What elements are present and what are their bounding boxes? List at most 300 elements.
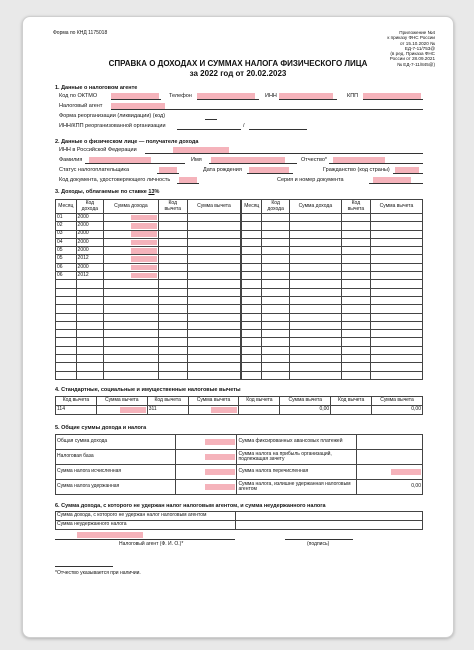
income-cell (104, 255, 159, 263)
income-header-4: Код вычета (341, 200, 370, 214)
income-cell (289, 280, 341, 288)
income-cell (370, 338, 422, 346)
income-cell (341, 313, 370, 321)
income-row (242, 346, 423, 354)
income-cell (262, 247, 289, 255)
income-cell (187, 247, 240, 255)
income-cell (104, 338, 159, 346)
total-right-value (357, 450, 423, 465)
income-amount-redacted (131, 231, 157, 237)
total-label: Сумма налога исчисленная (56, 465, 176, 480)
income-cell (187, 355, 240, 363)
income-header-2: Код дохода (262, 200, 289, 214)
income-cell (158, 346, 187, 354)
income-cell (158, 363, 187, 371)
appendix-line: России от 28.09.2021 (389, 56, 435, 62)
income-cell (76, 346, 104, 354)
inn-rf-label: ИНН в Российской Федерации (59, 147, 137, 153)
income-cell (370, 288, 422, 296)
income-cell (158, 214, 187, 222)
income-row (242, 272, 423, 280)
birth-label: Дата рождения (203, 167, 242, 173)
section3-rate-suffix: % (154, 189, 160, 195)
income-row (242, 338, 423, 346)
inn-line (279, 99, 337, 100)
total-value (175, 435, 237, 450)
income-row (242, 313, 423, 321)
income-cell (104, 355, 159, 363)
transferred-amount-redacted (391, 469, 421, 475)
income-cell (56, 305, 77, 313)
income-cell (242, 313, 262, 321)
income-cell (56, 363, 77, 371)
income-month: 05 (56, 247, 77, 255)
income-cell (76, 280, 104, 288)
income-month: 06 (56, 272, 77, 280)
unwithheld-label: Сумма неудержанного налога (56, 521, 236, 530)
income-cell (242, 371, 262, 379)
income-header-3: Сумма дохода (289, 200, 341, 214)
income-cell (187, 346, 240, 354)
income-month: 02 (56, 222, 77, 230)
reorg-kpp-line (249, 129, 307, 130)
appendix-line: (в ред. Приказа ФНС (390, 51, 435, 57)
patronymic-line (329, 163, 423, 164)
income-code: 2012 (76, 255, 104, 263)
income-cell (262, 272, 289, 280)
income-row (242, 214, 423, 222)
section6-heading: 6. Сумма дохода, с которого не удержан налог налоговым агентом, и сумма неудержанного налога (55, 503, 326, 509)
footnote-divider (55, 566, 113, 567)
income-cell (262, 230, 289, 238)
income-cell (104, 247, 159, 255)
income-cell (242, 288, 262, 296)
income-table-left (55, 199, 241, 380)
income-cell (187, 321, 240, 329)
income-row (242, 363, 423, 371)
appendix-line: к приказу ФНС России (387, 35, 435, 41)
income-cell (262, 363, 289, 371)
income-cell (370, 238, 422, 246)
total-amount-redacted (205, 469, 235, 475)
income-cell (187, 263, 240, 271)
income-code: 2000 (76, 263, 104, 271)
income-row (242, 288, 423, 296)
income-row (56, 272, 241, 280)
doc-code-line (177, 183, 199, 184)
reorg-slash: / (243, 123, 245, 129)
reorg-inn-label: ИНН/КПП реорганизованной организации (59, 123, 166, 129)
income-cell (104, 288, 159, 296)
income-cell (262, 355, 289, 363)
income-row (56, 288, 241, 296)
doc-series-line (369, 183, 423, 184)
income-cell (262, 321, 289, 329)
income-cell (56, 280, 77, 288)
income-cell (76, 330, 104, 338)
income-cell (187, 330, 240, 338)
income-cell (370, 305, 422, 313)
income-cell (262, 371, 289, 379)
income-cell (370, 371, 422, 379)
deduction-value: 0,00 (280, 406, 331, 415)
income-cell (341, 363, 370, 371)
income-row (242, 280, 423, 288)
income-cell (56, 296, 77, 304)
income-cell (341, 230, 370, 238)
income-row (242, 330, 423, 338)
total-right-label: Сумма налога перечисленная (237, 465, 357, 480)
income-cell (104, 280, 159, 288)
income-row (242, 321, 423, 329)
income-cell (370, 346, 422, 354)
income-row (56, 238, 241, 246)
reorg-form-line (205, 119, 217, 120)
income-row (242, 263, 423, 271)
total-right-value (357, 465, 423, 480)
agent-line (111, 109, 423, 110)
agent-label: Налоговый агент (59, 103, 103, 109)
income-cell (187, 288, 240, 296)
income-row (242, 238, 423, 246)
income-cell (56, 330, 77, 338)
unwithheld-label: Сумма дохода, с которого не удержан налог налоговым агентом (56, 512, 236, 521)
signature-name-line (55, 539, 235, 540)
income-cell (289, 247, 341, 255)
income-cell (158, 280, 187, 288)
income-cell (104, 263, 159, 271)
income-cell (158, 238, 187, 246)
income-cell (262, 222, 289, 230)
income-cell (158, 321, 187, 329)
income-month: 05 (56, 255, 77, 263)
income-code: 2012 (76, 272, 104, 280)
income-code: 2000 (76, 238, 104, 246)
phone-label: Телефон (169, 93, 192, 99)
income-cell (56, 338, 77, 346)
income-cell (158, 247, 187, 255)
income-cell (187, 305, 240, 313)
total-right-label: Сумма фиксированных авансовых платежей (237, 435, 357, 450)
deduction-value: 114 (56, 406, 97, 415)
income-cell (242, 272, 262, 280)
income-month: 01 (56, 214, 77, 222)
income-header-5: Сумма вычета (370, 200, 422, 214)
income-cell (262, 305, 289, 313)
income-row (242, 305, 423, 313)
income-row (56, 296, 241, 304)
income-cell (242, 338, 262, 346)
income-cell (289, 230, 341, 238)
income-row (56, 321, 241, 329)
income-cell (56, 371, 77, 379)
income-cell (76, 296, 104, 304)
income-row (56, 230, 241, 238)
income-cell (341, 330, 370, 338)
income-row (56, 263, 241, 271)
income-row (56, 346, 241, 354)
patronymic-label: Отчество* (301, 157, 328, 163)
income-cell (104, 313, 159, 321)
income-cell (187, 338, 240, 346)
income-row (242, 247, 423, 255)
income-cell (370, 230, 422, 238)
citizenship-line (393, 173, 423, 174)
deduction-header: Сумма вычета (280, 397, 331, 406)
income-cell (262, 296, 289, 304)
income-cell (187, 222, 240, 230)
income-cell (158, 313, 187, 321)
income-cell (187, 255, 240, 263)
income-cell (370, 330, 422, 338)
signature-sign-label: (подпись) (307, 541, 330, 547)
income-cell (158, 355, 187, 363)
income-cell (262, 313, 289, 321)
total-value (175, 465, 237, 480)
income-row (56, 338, 241, 346)
income-cell (262, 280, 289, 288)
income-cell (104, 363, 159, 371)
income-row (56, 280, 241, 288)
income-header-1: Месяц (56, 200, 77, 214)
income-cell (104, 272, 159, 280)
income-cell (289, 305, 341, 313)
income-cell (341, 296, 370, 304)
document-page (22, 16, 454, 638)
deduction-value (331, 406, 372, 415)
income-amount-redacted (131, 256, 157, 262)
income-cell (158, 371, 187, 379)
oktmo-label: Код по ОКТМО (59, 93, 98, 99)
total-amount-redacted (205, 454, 235, 460)
income-month: 03 (56, 230, 77, 238)
status-label: Статус налогоплательщика (59, 167, 130, 173)
kpp-label: КПП (347, 93, 359, 99)
income-cell (289, 272, 341, 280)
income-cell (262, 338, 289, 346)
total-amount-redacted (205, 439, 235, 445)
income-amount-redacted (131, 248, 157, 254)
income-cell (104, 346, 159, 354)
income-cell (289, 363, 341, 371)
income-cell (242, 263, 262, 271)
footnote: *Отчество указывается при наличии. (55, 570, 141, 576)
income-cell (104, 296, 159, 304)
deductions-table (55, 396, 423, 415)
income-amount-redacted (131, 265, 157, 271)
income-cell (242, 247, 262, 255)
income-cell (104, 230, 159, 238)
income-cell (242, 214, 262, 222)
income-cell (370, 280, 422, 288)
section4-heading: 4. Стандартные, социальные и имущественные налоговые вычеты (55, 387, 241, 393)
income-row (56, 247, 241, 255)
unwithheld-value (235, 521, 422, 530)
form-code: Форма по КНД 1175018 (53, 30, 108, 36)
appendix-line: от 15.10.2020 № (399, 40, 435, 46)
income-cell (158, 296, 187, 304)
income-code: 2000 (76, 247, 104, 255)
income-cell (341, 346, 370, 354)
oktmo-line (111, 99, 161, 100)
income-header-2: Код дохода (76, 200, 104, 214)
deduction-header: Сумма вычета (372, 397, 423, 406)
income-cell (289, 288, 341, 296)
deduction-header: Код вычета (331, 397, 372, 406)
income-cell (104, 321, 159, 329)
income-cell (104, 371, 159, 379)
deduction-header: Код вычета (239, 397, 280, 406)
section3-heading-text: 3. Доходы, облагаемые по ставке (55, 189, 149, 195)
income-amount-redacted (131, 223, 157, 229)
income-cell (158, 338, 187, 346)
deduction-amount-redacted (211, 407, 237, 413)
income-cell (262, 263, 289, 271)
total-label: Общая сумма дохода (56, 435, 176, 450)
income-cell (341, 214, 370, 222)
signature-agent-label: Налоговый агент (Ф. И. О.)* (119, 541, 184, 547)
income-cell (56, 313, 77, 321)
income-cell (242, 305, 262, 313)
income-row (56, 355, 241, 363)
income-cell (289, 321, 341, 329)
income-cell (341, 263, 370, 271)
deduction-amount-redacted (120, 407, 146, 413)
income-cell (56, 321, 77, 329)
income-cell (242, 330, 262, 338)
income-cell (158, 330, 187, 338)
deduction-header: Код вычета (147, 397, 188, 406)
status-line (157, 173, 179, 174)
income-cell (104, 305, 159, 313)
income-cell (370, 247, 422, 255)
income-cell (158, 255, 187, 263)
income-amount-redacted (131, 240, 157, 246)
section5-heading: 5. Общие суммы дохода и налога (55, 425, 147, 431)
income-row (56, 363, 241, 371)
income-row (56, 305, 241, 313)
income-cell (289, 238, 341, 246)
income-cell (187, 280, 240, 288)
income-cell (341, 305, 370, 313)
name-line (209, 163, 297, 164)
name-label: Имя (191, 157, 202, 163)
income-header-3: Сумма дохода (104, 200, 159, 214)
income-code: 2000 (76, 230, 104, 238)
appendix-line: № ЕД-7-11/845@) (397, 61, 435, 67)
deduction-header: Сумма вычета (188, 397, 239, 406)
income-cell (76, 371, 104, 379)
document-title: СПРАВКА О ДОХОДАХ И СУММАХ НАЛОГА ФИЗИЧЕСКОГО ЛИЦА (108, 59, 368, 68)
income-cell (158, 263, 187, 271)
total-right-value: 0,00 (357, 480, 423, 495)
income-cell (370, 263, 422, 271)
deduction-header: Код вычета (56, 397, 97, 406)
income-row (242, 230, 423, 238)
income-cell (242, 255, 262, 263)
income-cell (104, 214, 159, 222)
income-cell (370, 363, 422, 371)
deduction-value (188, 406, 239, 415)
income-cell (76, 313, 104, 321)
appendix-line: ЕД-7-11/753@ (404, 45, 435, 51)
income-cell (341, 255, 370, 263)
income-cell (341, 222, 370, 230)
income-cell (76, 321, 104, 329)
income-cell (187, 272, 240, 280)
income-cell (158, 305, 187, 313)
income-cell (370, 321, 422, 329)
income-cell (289, 355, 341, 363)
total-amount-redacted (205, 484, 235, 490)
income-cell (341, 238, 370, 246)
income-cell (56, 288, 77, 296)
income-row (56, 214, 241, 222)
income-cell (187, 371, 240, 379)
income-cell (370, 214, 422, 222)
birth-line (247, 173, 293, 174)
income-cell (104, 222, 159, 230)
signature-line (285, 539, 353, 540)
doc-code-label: Код документа, удостоверяющего личность (59, 177, 171, 183)
income-cell (158, 272, 187, 280)
income-row (56, 222, 241, 230)
total-right-value (357, 435, 423, 450)
income-row (56, 330, 241, 338)
income-cell (187, 230, 240, 238)
income-cell (289, 313, 341, 321)
income-cell (76, 288, 104, 296)
income-cell (187, 214, 240, 222)
income-cell (187, 313, 240, 321)
income-cell (262, 255, 289, 263)
income-cell (370, 272, 422, 280)
income-cell (158, 230, 187, 238)
total-right-label: Сумма налога, излишне удержанная налоговым агентом (237, 480, 357, 495)
income-cell (341, 371, 370, 379)
income-cell (370, 313, 422, 321)
income-code: 2000 (76, 214, 104, 222)
income-cell (289, 338, 341, 346)
total-label: Сумма налога удержанная (56, 480, 176, 495)
income-cell (341, 288, 370, 296)
deduction-value (239, 406, 280, 415)
inn-label: ИНН (265, 93, 277, 99)
income-row (242, 371, 423, 379)
income-cell (341, 280, 370, 288)
income-cell (242, 222, 262, 230)
income-cell (242, 280, 262, 288)
deduction-header: Сумма вычета (96, 397, 147, 406)
deduction-value: 311 (147, 406, 188, 415)
income-cell (289, 263, 341, 271)
total-value (175, 480, 237, 495)
income-cell (242, 296, 262, 304)
income-table-right (241, 199, 423, 380)
section1-heading: 1. Данные о налоговом агенте (55, 85, 138, 91)
income-cell (76, 363, 104, 371)
income-cell (370, 255, 422, 263)
income-month: 04 (56, 238, 77, 246)
income-cell (262, 288, 289, 296)
income-cell (242, 230, 262, 238)
document-subtitle: за 2022 год от 20.02.2023 (189, 69, 287, 78)
signature-name-redacted (77, 532, 143, 538)
citizenship-label: Гражданство (код страны) (323, 167, 390, 173)
income-code: 2000 (76, 222, 104, 230)
income-header-4: Код вычета (158, 200, 187, 214)
unwithheld-value (235, 512, 422, 521)
